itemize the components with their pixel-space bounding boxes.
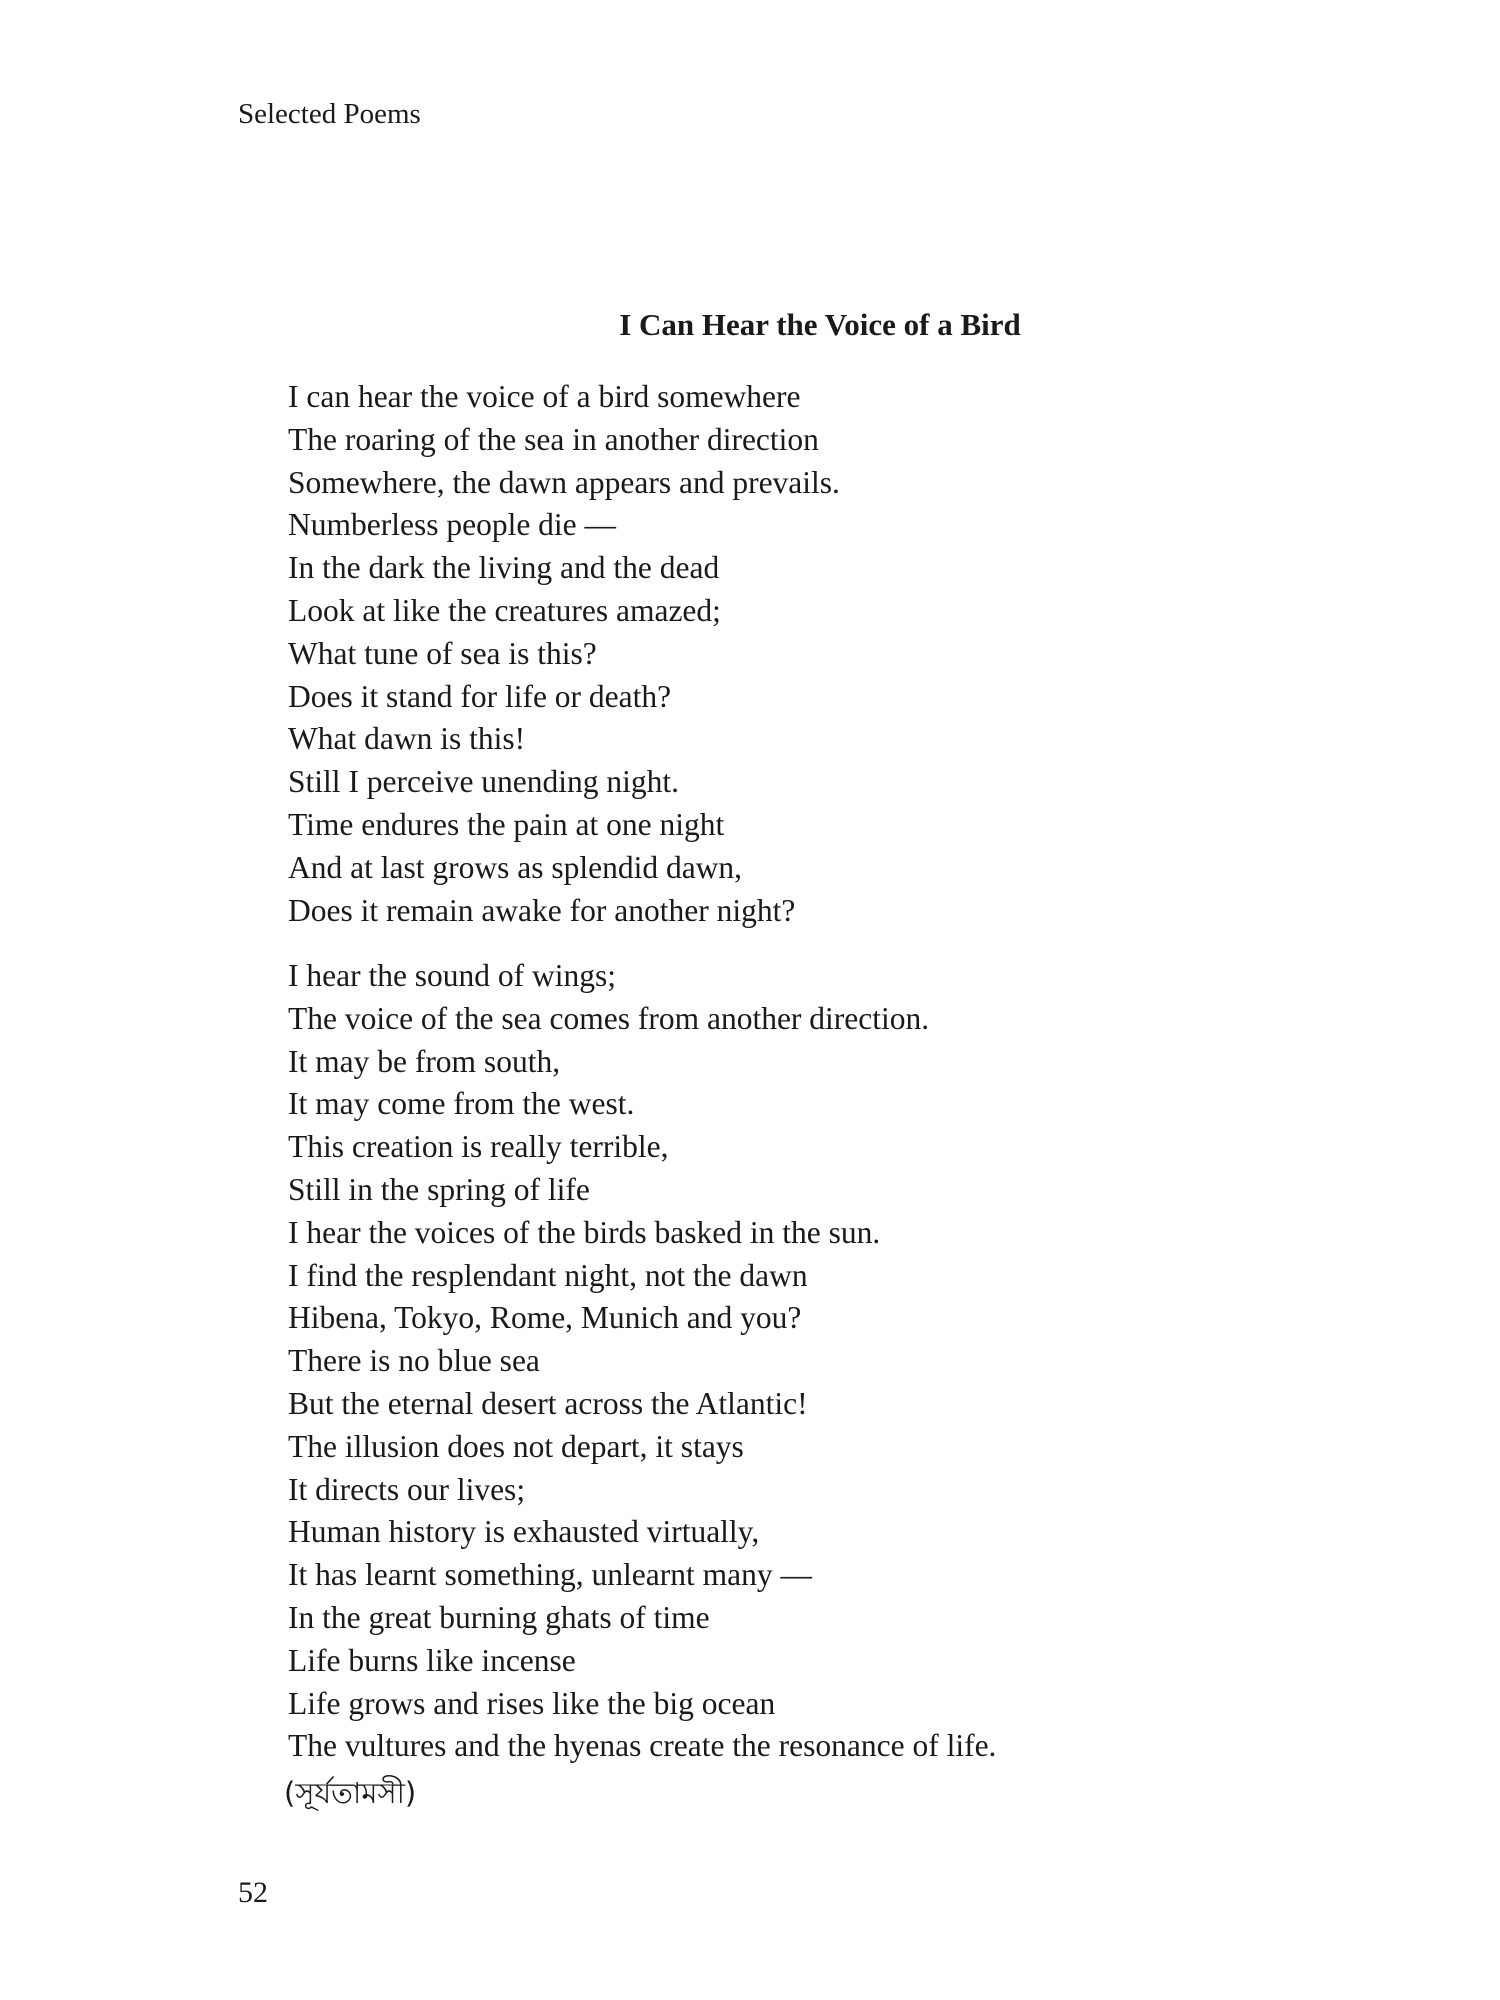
poem-line: I can hear the voice of a bird somewhere bbox=[288, 379, 801, 414]
poem-line: It may be from south, bbox=[288, 1043, 561, 1079]
poem-line: But the eternal desert across the Atlantic! bbox=[288, 1385, 808, 1421]
page-number: 52 bbox=[238, 1876, 268, 1909]
poem-line: Still in the spring of life bbox=[288, 1171, 590, 1207]
poem-line: Life burns like incense bbox=[288, 1642, 576, 1678]
stanza-1 bbox=[288, 376, 840, 932]
poem-line: I hear the voices of the birds basked in the sun. bbox=[288, 1214, 881, 1250]
poem-line: In the dark the living and the dead bbox=[288, 550, 720, 586]
poem-line: The voice of the sea comes from another direction. bbox=[288, 1000, 930, 1036]
poem-line: There is no blue sea bbox=[288, 1343, 540, 1379]
poem-line: In the great burning ghats of time bbox=[288, 1599, 710, 1635]
running-header: Selected Poems bbox=[238, 98, 421, 130]
poem-line: The illusion does not depart, it stays bbox=[288, 1428, 744, 1464]
poem-line: The vultures and the hyenas create the resonance of life. bbox=[288, 1728, 997, 1764]
poem-title: I Can Hear the Voice of a Bird bbox=[619, 307, 1021, 342]
poem-line: Hibena, Tokyo, Rome, Munich and you? bbox=[288, 1300, 802, 1336]
poem-line: It may come from the west. bbox=[288, 1086, 635, 1122]
poem-line: Time endures the pain at one night bbox=[288, 806, 725, 842]
poem-line: I find the resplendant night, not the dawn bbox=[288, 1257, 808, 1293]
poem-line: What tune of sea is this? bbox=[288, 635, 597, 671]
poem-line: Numberless people die — bbox=[288, 507, 617, 543]
poem-line: This creation is really terrible, bbox=[288, 1129, 669, 1165]
poem-line: It has learnt something, unlearnt many — bbox=[288, 1557, 812, 1593]
poem-line: What dawn is this! bbox=[288, 721, 526, 757]
poem-line: Does it stand for life or death? bbox=[288, 678, 672, 714]
poem-line: The roaring of the sea in another direction bbox=[288, 421, 819, 457]
poem-line: It directs our lives; bbox=[288, 1471, 526, 1507]
poem-line: And at last grows as splendid dawn, bbox=[288, 849, 743, 885]
poem-line: I hear the sound of wings; bbox=[288, 958, 617, 993]
stanza-2 bbox=[288, 955, 996, 1768]
poem-line: Somewhere, the dawn appears and prevails. bbox=[288, 464, 840, 500]
poem-line: Look at like the creatures amazed; bbox=[288, 592, 721, 628]
poem-line: Human history is exhausted virtually, bbox=[288, 1514, 760, 1550]
source-note: (সূর্যতামসী) bbox=[284, 1776, 417, 1810]
poem-line: Life grows and rises like the big ocean bbox=[288, 1685, 776, 1721]
poem-line: Does it remain awake for another night? bbox=[288, 892, 796, 928]
poem-line: Still I perceive unending night. bbox=[288, 764, 680, 800]
